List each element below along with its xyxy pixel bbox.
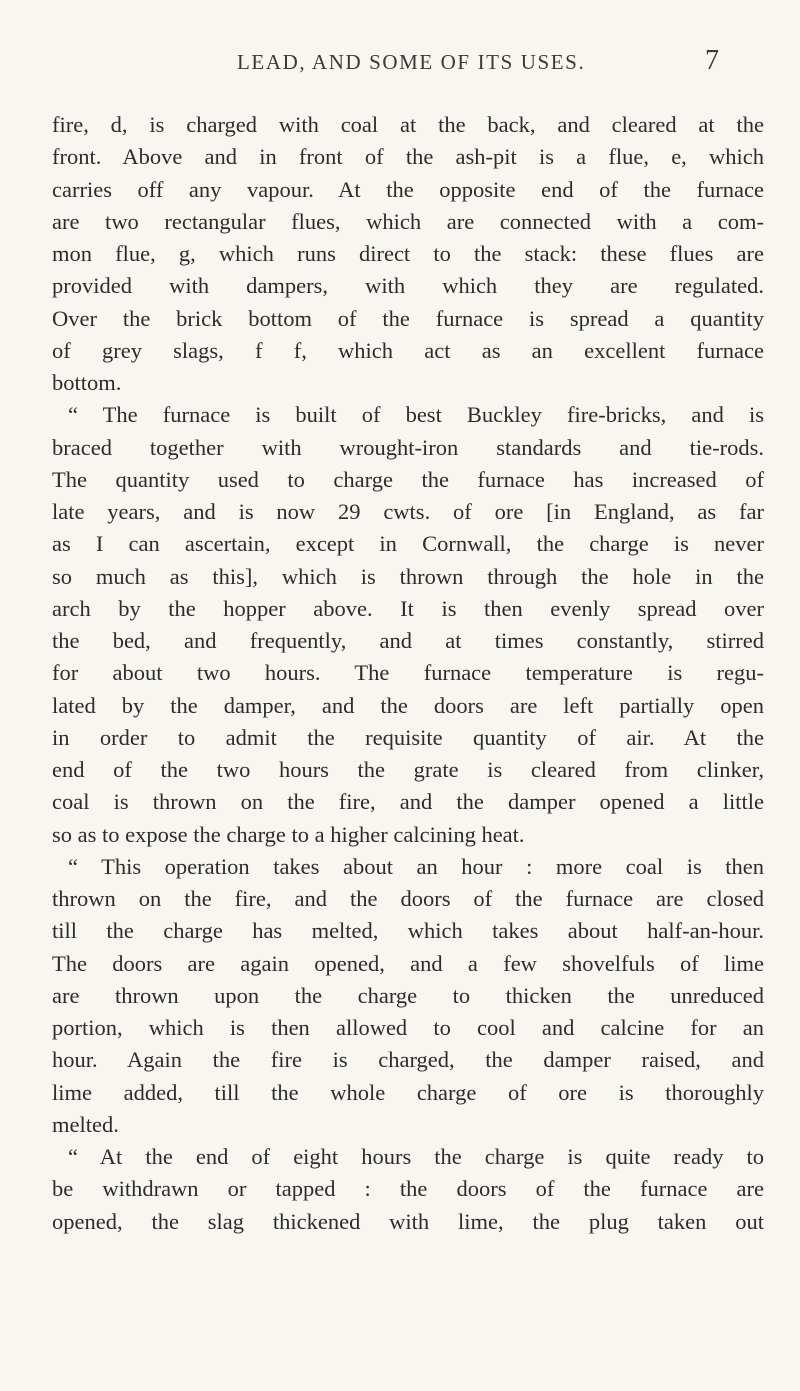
text-line: till the charge has melted, which takes about half-an-hour. [52, 918, 764, 944]
text-line: fire, d, is charged with coal at the back, and cleared at the [52, 112, 764, 137]
text-line: are thrown upon the charge to thicken the unreduced [52, 982, 764, 1008]
text-line: braced together with wrought-iron standards and tie-rods. [52, 434, 764, 460]
page-header [0, 45, 800, 90]
text-line: for about two hours. The furnace temperature is regu- [52, 660, 764, 686]
text-line: portion, which is then allowed to cool and calcine for an [52, 1015, 764, 1040]
text-line: be withdrawn or tapped : the doors of the furnace are [52, 1176, 764, 1202]
text-line: of grey slags, f f, which act as an excellent furnace [52, 337, 764, 363]
text-line: are two rectangular flues, which are connected with a com- [52, 208, 764, 234]
text-line: so as to expose the charge to a higher calcining heat. [52, 821, 525, 847]
text-line: late years, and is now 29 cwts. of ore [in England, as far [52, 499, 764, 524]
text-line: the bed, and frequently, and at times constantly, stirred [52, 628, 764, 653]
text-line: arch by the hopper above. It is then evenly spread over [52, 595, 764, 621]
text-line: “ At the end of eight hours the charge is quite ready to [68, 1144, 764, 1169]
text-line: melted. [52, 1111, 119, 1137]
text-line: opened, the slag thickened with lime, the plug taken out [52, 1208, 764, 1234]
text-line: as I can ascertain, except in Cornwall, the charge is never [52, 531, 764, 557]
text-line: “ The furnace is built of best Buckley fire-bricks, and is [68, 402, 764, 428]
text-line: so much as this], which is thrown through the hole in the [52, 563, 764, 589]
text-line: provided with dampers, with which they are regulated. [52, 273, 764, 299]
text-line: carries off any vapour. At the opposite end of the furnace [52, 176, 764, 202]
text-line: mon flue, g, which runs direct to the stack: these flues are [52, 241, 764, 266]
text-line: hour. Again the fire is charged, the damper raised, and [52, 1047, 764, 1073]
body-text [52, 109, 764, 1238]
text-line: “ This operation takes about an hour : more coal is then [68, 853, 764, 879]
text-line: thrown on the fire, and the doors of the furnace are closed [52, 886, 764, 911]
text-line: end of the two hours the grate is cleared from clinker, [52, 757, 764, 782]
text-line: bottom. [52, 370, 122, 395]
text-line: front. Above and in front of the ash-pit is a flue, e, which [52, 144, 764, 170]
text-line: The doors are again opened, and a few shovelfuls of lime [52, 950, 764, 976]
page-number: 7 [705, 45, 719, 76]
running-head: LEAD, AND SOME OF ITS USES. [237, 50, 586, 74]
text-line: in order to admit the requisite quantity of air. At the [52, 724, 764, 750]
text-line: Over the brick bottom of the furnace is spread a quantity [52, 305, 764, 331]
text-line: lime added, till the whole charge of ore is thoroughly [52, 1079, 764, 1105]
text-line: coal is thrown on the fire, and the damper opened a little [52, 789, 764, 815]
text-line: The quantity used to charge the furnace has increased of [52, 466, 764, 492]
text-line: lated by the damper, and the doors are left partially open [52, 692, 764, 718]
